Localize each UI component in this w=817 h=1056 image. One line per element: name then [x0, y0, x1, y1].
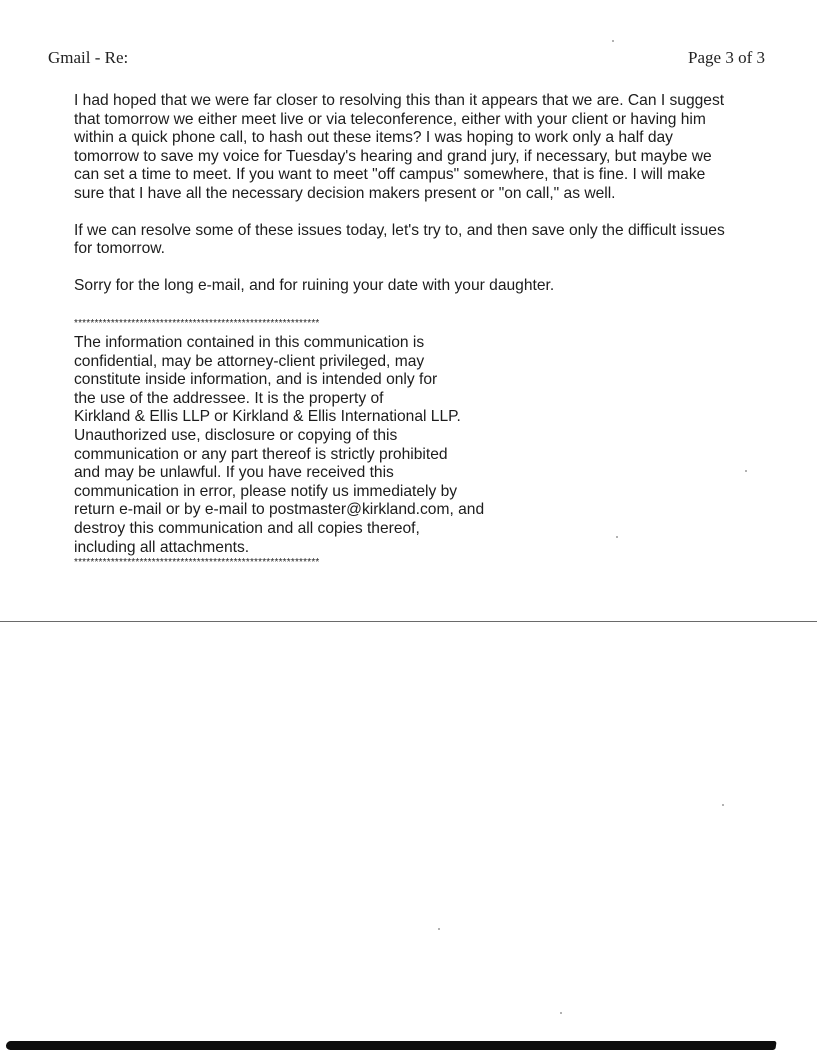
body-line: Sorry for the long e-mail, and for ruining your date with your daughter. — [74, 276, 555, 294]
notice-line: Kirkland & Ellis LLP or Kirkland & Ellis International LLP. — [74, 408, 461, 426]
paragraph-apology — [74, 277, 774, 296]
body-line: I had hoped that we were far closer to resolving this than it appears that we are. Can I suggest — [74, 92, 725, 109]
notice-line: communication or any part thereof is strictly prohibited — [74, 445, 448, 463]
paragraph-gap — [74, 204, 774, 222]
scan-speck — [722, 804, 724, 806]
body-line: sure that I have all the necessary decision makers present or "on call," as well. — [74, 184, 616, 202]
notice-line: confidential, may be attorney-client privileged, may — [74, 352, 425, 370]
email-body — [74, 92, 774, 295]
body-line: that tomorrow we either meet live or via teleconference, either with your client or having him — [74, 110, 706, 128]
body-line: can set a time to meet. If you want to meet "off campus" somewhere, that is fine. I will make — [74, 166, 706, 184]
scan-speck — [438, 928, 440, 930]
notice-line: The information contained in this communication is — [74, 334, 425, 351]
paragraph-gap — [74, 259, 774, 277]
asterisk-separator-bottom: ************************************************************ — [74, 557, 320, 569]
body-line: within a quick phone call, to hash out these items? I was hoping to work only a half day — [74, 129, 673, 147]
notice-line: destroy this communication and all copies thereof, — [74, 519, 420, 537]
notice-line: communication in error, please notify us immediately by — [74, 482, 458, 500]
notice-line: including all attachments. — [74, 538, 250, 556]
scan-speck — [745, 470, 747, 472]
notice-line: constitute inside information, and is intended only for — [74, 371, 438, 389]
scan-speck — [612, 40, 614, 42]
scan-bottom-edge — [5, 1041, 776, 1050]
notice-line: the use of the addressee. It is the property of — [74, 389, 384, 407]
notice-line: Unauthorized use, disclosure or copying of this — [74, 426, 398, 444]
confidentiality-notice — [74, 318, 534, 569]
notice-line: and may be unlawful. If you have received this — [74, 464, 394, 482]
scan-speck — [616, 536, 618, 538]
scan-horizontal-rule — [0, 621, 817, 622]
page-number: Page 3 of 3 — [688, 48, 765, 67]
scan-speck — [560, 1012, 562, 1014]
paragraph-resolving-issues — [74, 92, 774, 204]
body-line: for tomorrow. — [74, 240, 165, 258]
body-line: If we can resolve some of these issues today, let's try to, and then save only the difficult issues — [74, 221, 725, 239]
body-line: tomorrow to save my voice for Tuesday's hearing and grand jury, if necessary, but maybe we — [74, 147, 712, 165]
paragraph-resolve-today — [74, 222, 774, 259]
notice-line: return e-mail or by e-mail to postmaster@kirkland.com, and — [74, 501, 485, 519]
asterisk-separator-top: ************************************************************ — [74, 318, 320, 329]
print-header-title: Gmail - Re: — [48, 48, 129, 67]
